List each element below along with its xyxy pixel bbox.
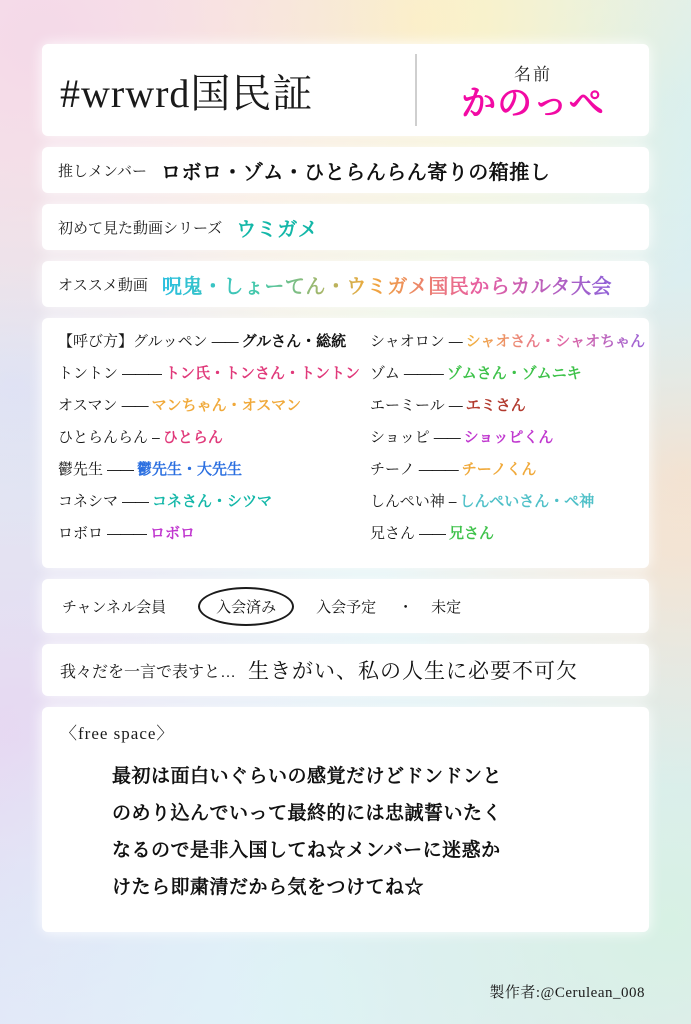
nicknames-card — [42, 318, 649, 568]
nickname-from: ショッピ — [370, 429, 430, 446]
nickname-from: エーミール — [370, 397, 445, 414]
nickname-dash: – — [448, 493, 456, 509]
recommended-video-label: オススメ動画 — [58, 276, 148, 294]
nickname-to: コネさん・シツマ — [152, 493, 273, 510]
oneword-card — [42, 644, 649, 696]
list-item — [58, 522, 360, 554]
freespace-card — [42, 707, 649, 932]
freespace-title: 〈free space〉 — [60, 724, 175, 743]
nickname-dash: – — [152, 429, 159, 445]
name-block — [417, 44, 649, 136]
nickname-from: オスマン — [58, 397, 118, 414]
nicknames-right-column — [370, 330, 645, 554]
nickname-dash: ——— — [403, 365, 443, 381]
freespace-line: のめり込んでいって最終的には忠誠誓いたく — [112, 803, 503, 825]
nickname-dash: ——— — [418, 461, 458, 477]
nickname-from: ロボロ — [58, 525, 104, 542]
oneword-value: 生きがい、私の人生に必要不可欠 — [248, 660, 579, 683]
nickname-from: コネシマ — [58, 493, 119, 510]
nickname-dash: —— — [211, 333, 238, 349]
nickname-from: グルッペン — [133, 333, 208, 350]
favorite-member-row — [42, 147, 649, 193]
nickname-from: 兄さん — [370, 525, 416, 542]
recommended-video-value: 呪鬼・しょーてん・ウミガメ国民からカルタ大会 — [162, 270, 612, 299]
nickname-dash: — — [448, 397, 462, 413]
nickname-to: マンちゃん・オスマン — [151, 397, 302, 414]
nickname-from: シャオロン — [370, 333, 445, 350]
credit-text: 製作者:@Cerulean_008 — [489, 985, 645, 1001]
nickname-to: グルさん・総統 — [241, 333, 347, 350]
nickname-from: しんぺい神 — [370, 493, 445, 510]
nickname-dash: —— — [107, 461, 134, 477]
oneword-label: 我々だを一言で表すと… — [60, 663, 237, 681]
nickname-to: 鬱先生・大先生 — [137, 461, 243, 478]
list-item — [370, 522, 645, 554]
nicknames-left-column — [58, 330, 360, 554]
nickname-to: ひとらん — [162, 429, 223, 446]
list-item — [370, 330, 645, 362]
membership-option-undecided[interactable]: 未定 — [431, 598, 462, 616]
nickname-to: 兄さん — [449, 525, 495, 542]
list-item — [58, 330, 360, 362]
nickname-from: トントン — [58, 365, 119, 382]
nicknames-heading: 【呼び方】 — [58, 333, 134, 350]
list-item — [370, 490, 645, 522]
list-item — [58, 394, 360, 426]
nickname-dash: —— — [419, 525, 446, 541]
name-label: 名前 — [514, 64, 552, 84]
nickname-to: シャオさん・シャオちゃん — [466, 330, 645, 351]
list-item — [370, 458, 645, 490]
membership-option-joined[interactable]: 入会済み — [198, 587, 294, 626]
list-item — [370, 394, 645, 426]
recommended-video-row — [42, 261, 649, 307]
freespace-body — [112, 758, 631, 906]
nickname-from: チーノ — [370, 461, 415, 478]
nickname-dash: —— — [433, 429, 460, 445]
membership-option-planned[interactable]: 入会予定 — [316, 598, 377, 616]
nickname-from: ゾム — [370, 365, 400, 382]
nickname-dash: ——— — [122, 365, 162, 381]
nickname-to: ショッピくん — [463, 429, 554, 446]
nickname-dash: —— — [122, 493, 149, 509]
header-card — [42, 44, 649, 136]
nickname-to: エミさん — [465, 397, 526, 414]
list-item — [370, 362, 645, 394]
nickname-to: ロボロ — [150, 525, 196, 542]
favorite-member-value: ロボロ・ゾム・ひとらんらん寄りの箱推し — [160, 161, 551, 184]
nickname-from: 鬱先生 — [58, 461, 104, 478]
freespace-line: けたら即粛清だから気をつけてね☆ — [112, 877, 425, 899]
nickname-to: トン氏・トンさん・トントン — [165, 365, 361, 382]
list-item — [58, 426, 360, 458]
list-item — [370, 426, 645, 458]
favorite-member-label: 推しメンバー — [58, 162, 147, 180]
membership-label: チャンネル会員 — [62, 598, 167, 616]
nickname-to: チーノくん — [461, 461, 537, 478]
freespace-line: なるので是非入国してね☆メンバーに迷惑か — [112, 840, 501, 862]
list-item — [58, 490, 360, 522]
list-item — [58, 458, 360, 490]
first-series-row — [42, 204, 649, 250]
membership-separator: ・ — [398, 598, 414, 616]
nicknames-grid — [58, 330, 646, 554]
page-title: #wrwrd国民証 — [60, 70, 314, 116]
first-series-label: 初めて見た動画シリーズ — [58, 219, 223, 237]
nickname-to: しんぺいさん・ぺ神 — [459, 493, 595, 510]
nickname-dash: — — [448, 333, 462, 349]
nickname-to: ゾムさん・ゾムニキ — [446, 365, 582, 382]
list-item — [58, 362, 360, 394]
freespace-line: 最初は面白いぐらいの感覚だけどドンドンと — [112, 766, 503, 787]
nickname-from: ひとらんらん — [58, 429, 149, 446]
first-series-value: ウミガメ — [236, 218, 319, 241]
membership-card — [42, 579, 649, 633]
name-value: かのっぺ — [461, 83, 605, 123]
nickname-dash: —— — [121, 397, 148, 413]
nickname-dash: ——— — [107, 525, 147, 541]
